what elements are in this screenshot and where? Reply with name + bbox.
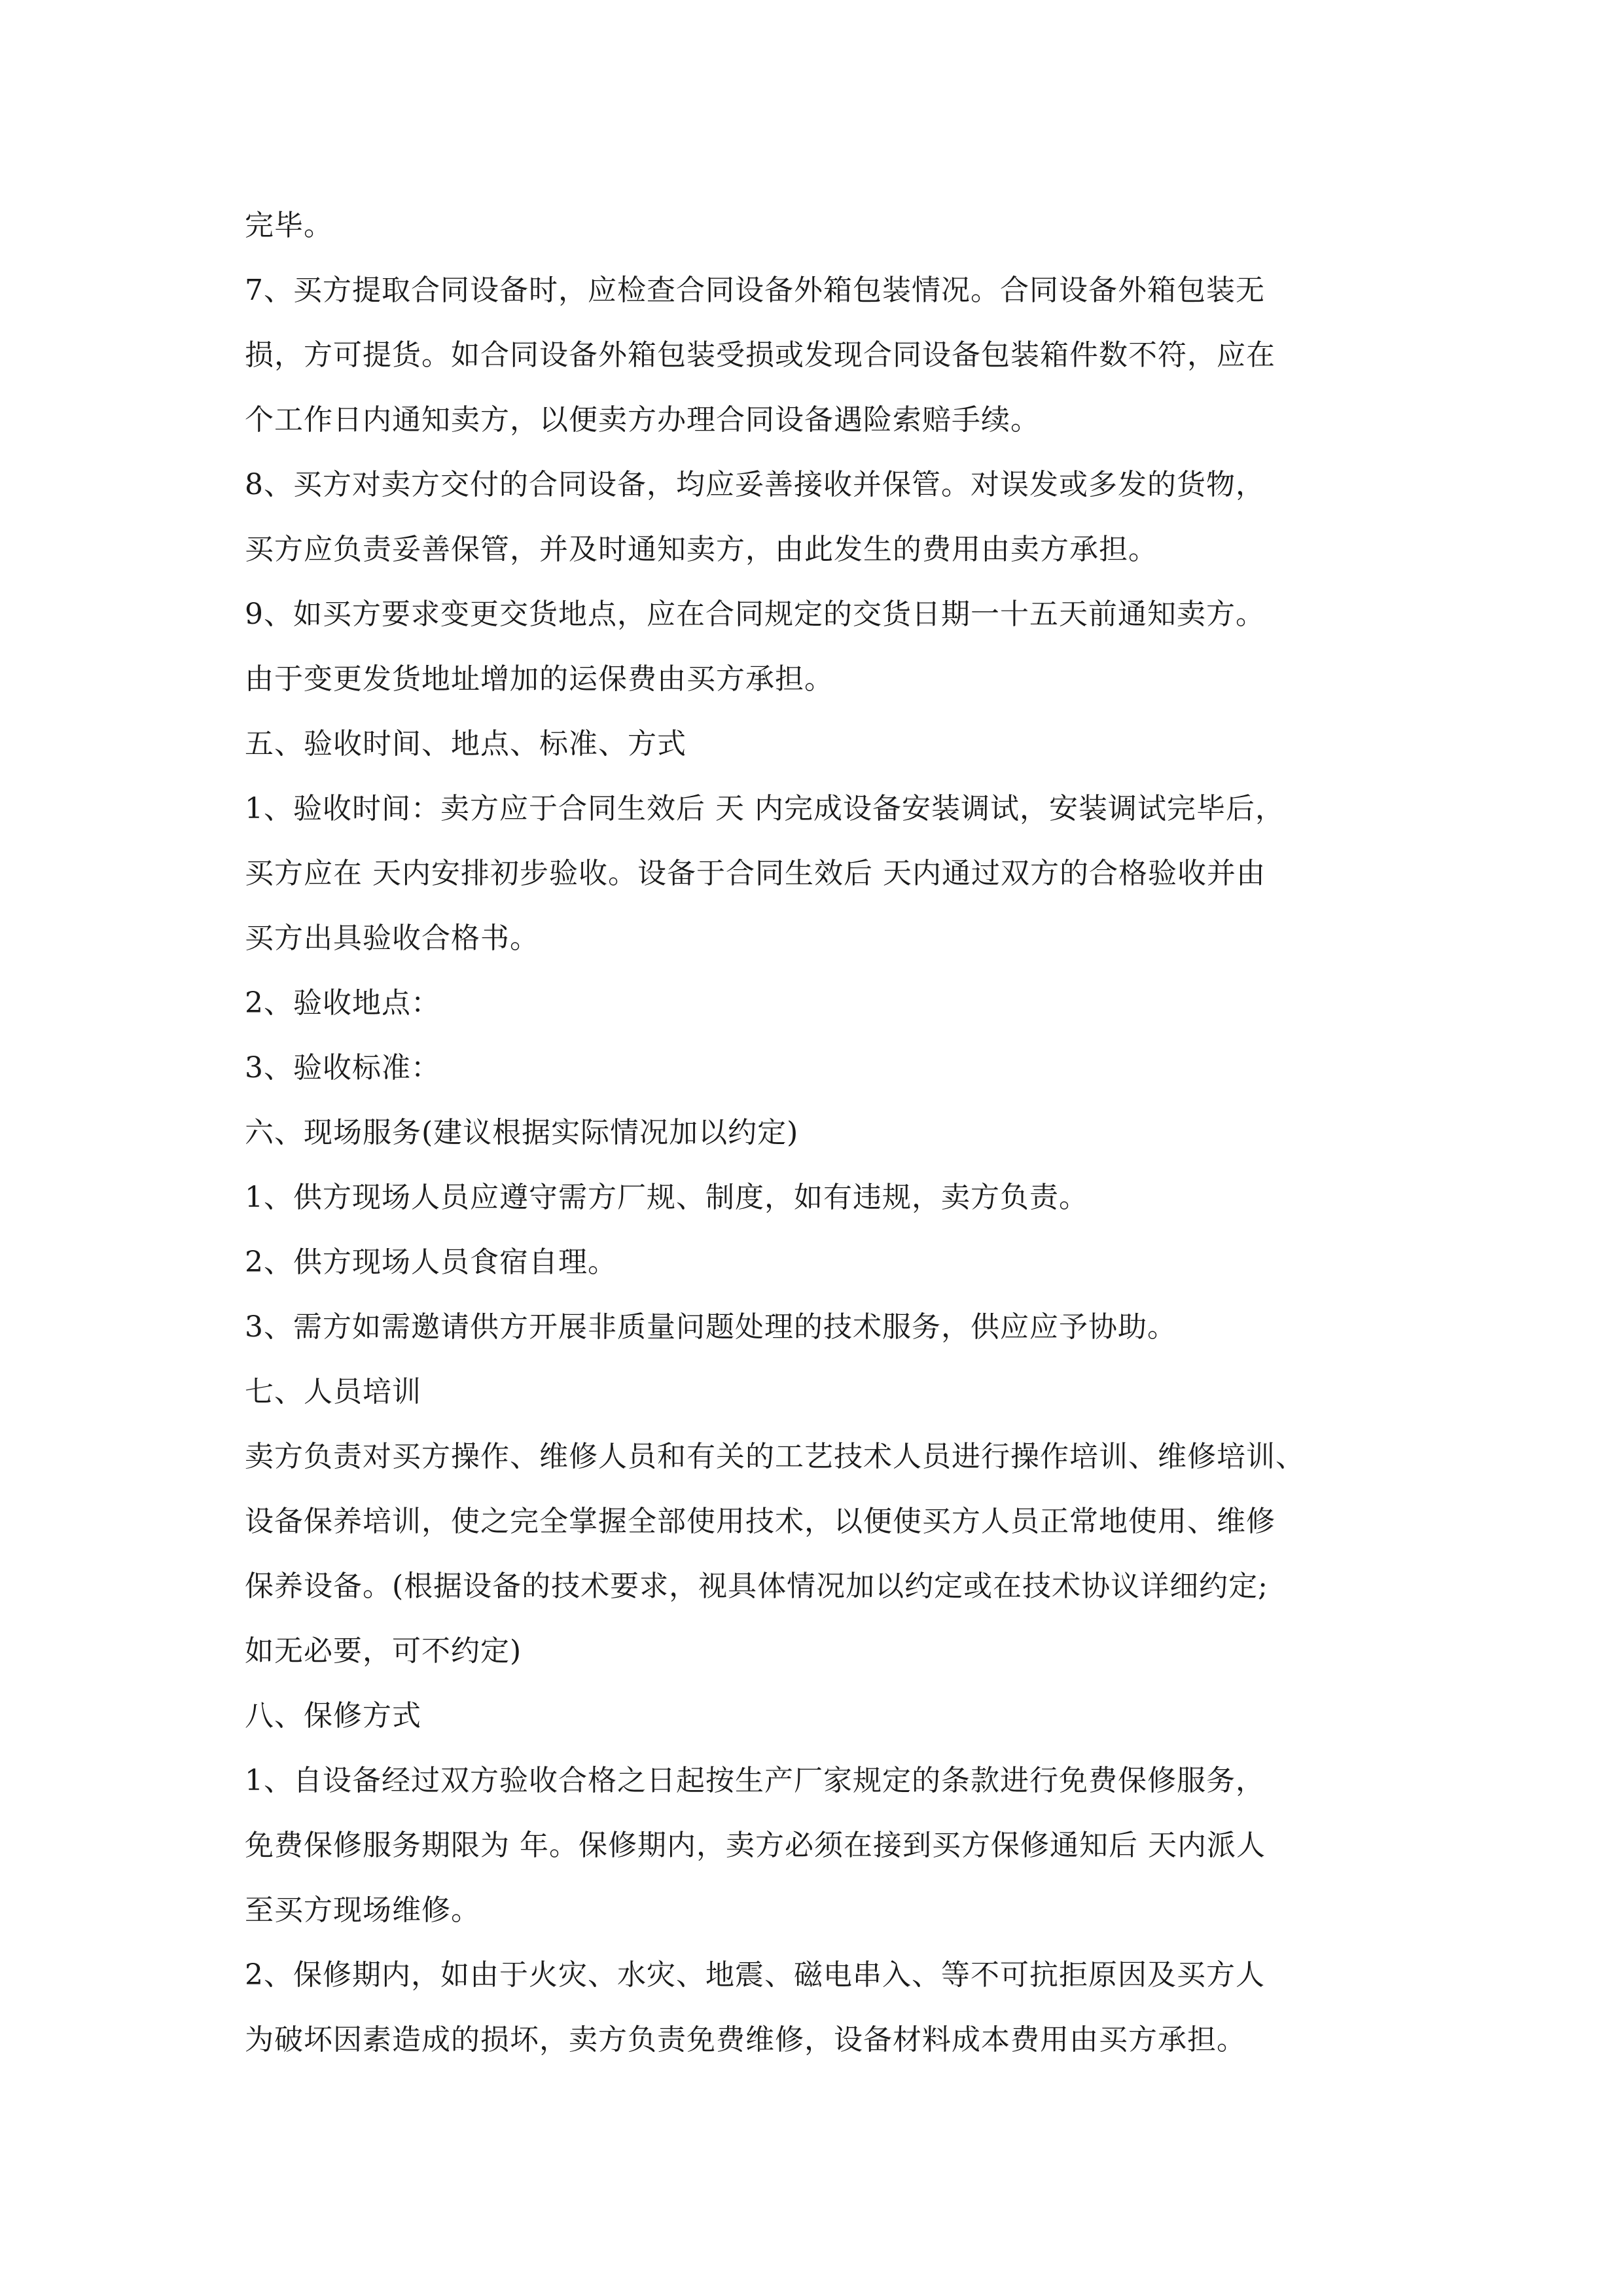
text-line: 3、需方如需邀请供方开展非质量问题处理的技术服务，供应应予协助。 bbox=[245, 1310, 1177, 1344]
section-heading: 七、人员培训 bbox=[245, 1375, 421, 1408]
text-line: 由于变更发货地址增加的运保费由买方承担。 bbox=[245, 662, 834, 696]
text-line: 设备保养培训，使之完全掌握全部使用技术，以便使买方人员正常地使用、维修 bbox=[245, 1505, 1275, 1538]
text-line: 2、供方现场人员食宿自理。 bbox=[245, 1246, 617, 1279]
text-line: 买方出具验收合格书。 bbox=[245, 922, 539, 955]
text-line: 如无必要，可不约定) bbox=[245, 1634, 522, 1668]
text-line: 2、验收地点： bbox=[245, 986, 440, 1020]
text-line: 8、买方对卖方交付的合同设备，均应妥善接收并保管。对误发或多发的货物， bbox=[245, 468, 1265, 501]
text-line: 9、如买方要求变更交货地点，应在合同规定的交货日期一十五天前通知卖方。 bbox=[245, 598, 1265, 631]
text-line: 损，方可提货。如合同设备外箱包装受损或发现合同设备包装箱件数不符，应在 bbox=[245, 338, 1275, 372]
text-line: 1、自设备经过双方验收合格之日起按生产厂家规定的条款进行免费保修服务， bbox=[245, 1764, 1265, 1797]
section-heading: 八、保修方式 bbox=[245, 1699, 421, 1732]
text-line: 1、供方现场人员应遵守需方厂规、制度，如有违规，卖方负责。 bbox=[245, 1181, 1088, 1214]
text-line: 为破坏因素造成的损坏，卖方负责免费维修，设备材料成本费用由买方承担。 bbox=[245, 2023, 1246, 2056]
text-line: 至买方现场维修。 bbox=[245, 1893, 480, 1927]
text-line: 1、验收时间：卖方应于合同生效后 天 内完成设备安装调试，安装调试完毕后， bbox=[245, 792, 1285, 825]
text-line: 3、验收标准： bbox=[245, 1051, 440, 1085]
text-line: 7、买方提取合同设备时，应检查合同设备外箱包装情况。合同设备外箱包装无 bbox=[245, 274, 1265, 307]
text-line: 免费保修服务期限为 年。保修期内，卖方必须在接到买方保修通知后 天内派人 bbox=[245, 1829, 1266, 1862]
text-line: 完毕。 bbox=[245, 209, 333, 242]
text-line: 个工作日内通知卖方，以便卖方办理合同设备遇险索赔手续。 bbox=[245, 403, 1040, 437]
text-line: 卖方负责对买方操作、维修人员和有关的工艺技术人员进行操作培训、维修培训、 bbox=[245, 1440, 1305, 1473]
text-line: 买方应在 天内安排初步验收。设备于合同生效后 天内通过双方的合格验收并由 bbox=[245, 857, 1266, 890]
text-line: 2、保修期内，如由于火灾、水灾、地震、磁电串入、等不可抗拒原因及买方人 bbox=[245, 1958, 1265, 1992]
text-line: 买方应负责妥善保管，并及时通知卖方，由此发生的费用由卖方承担。 bbox=[245, 533, 1158, 566]
contract-text bbox=[245, 193, 1397, 2072]
section-heading: 五、验收时间、地点、标准、方式 bbox=[245, 727, 687, 761]
text-line: 保养设备。(根据设备的技术要求，视具体情况加以约定或在技术协议详细约定; bbox=[245, 1570, 1268, 1603]
section-heading: 六、现场服务(建议根据实际情况加以约定) bbox=[245, 1116, 799, 1149]
